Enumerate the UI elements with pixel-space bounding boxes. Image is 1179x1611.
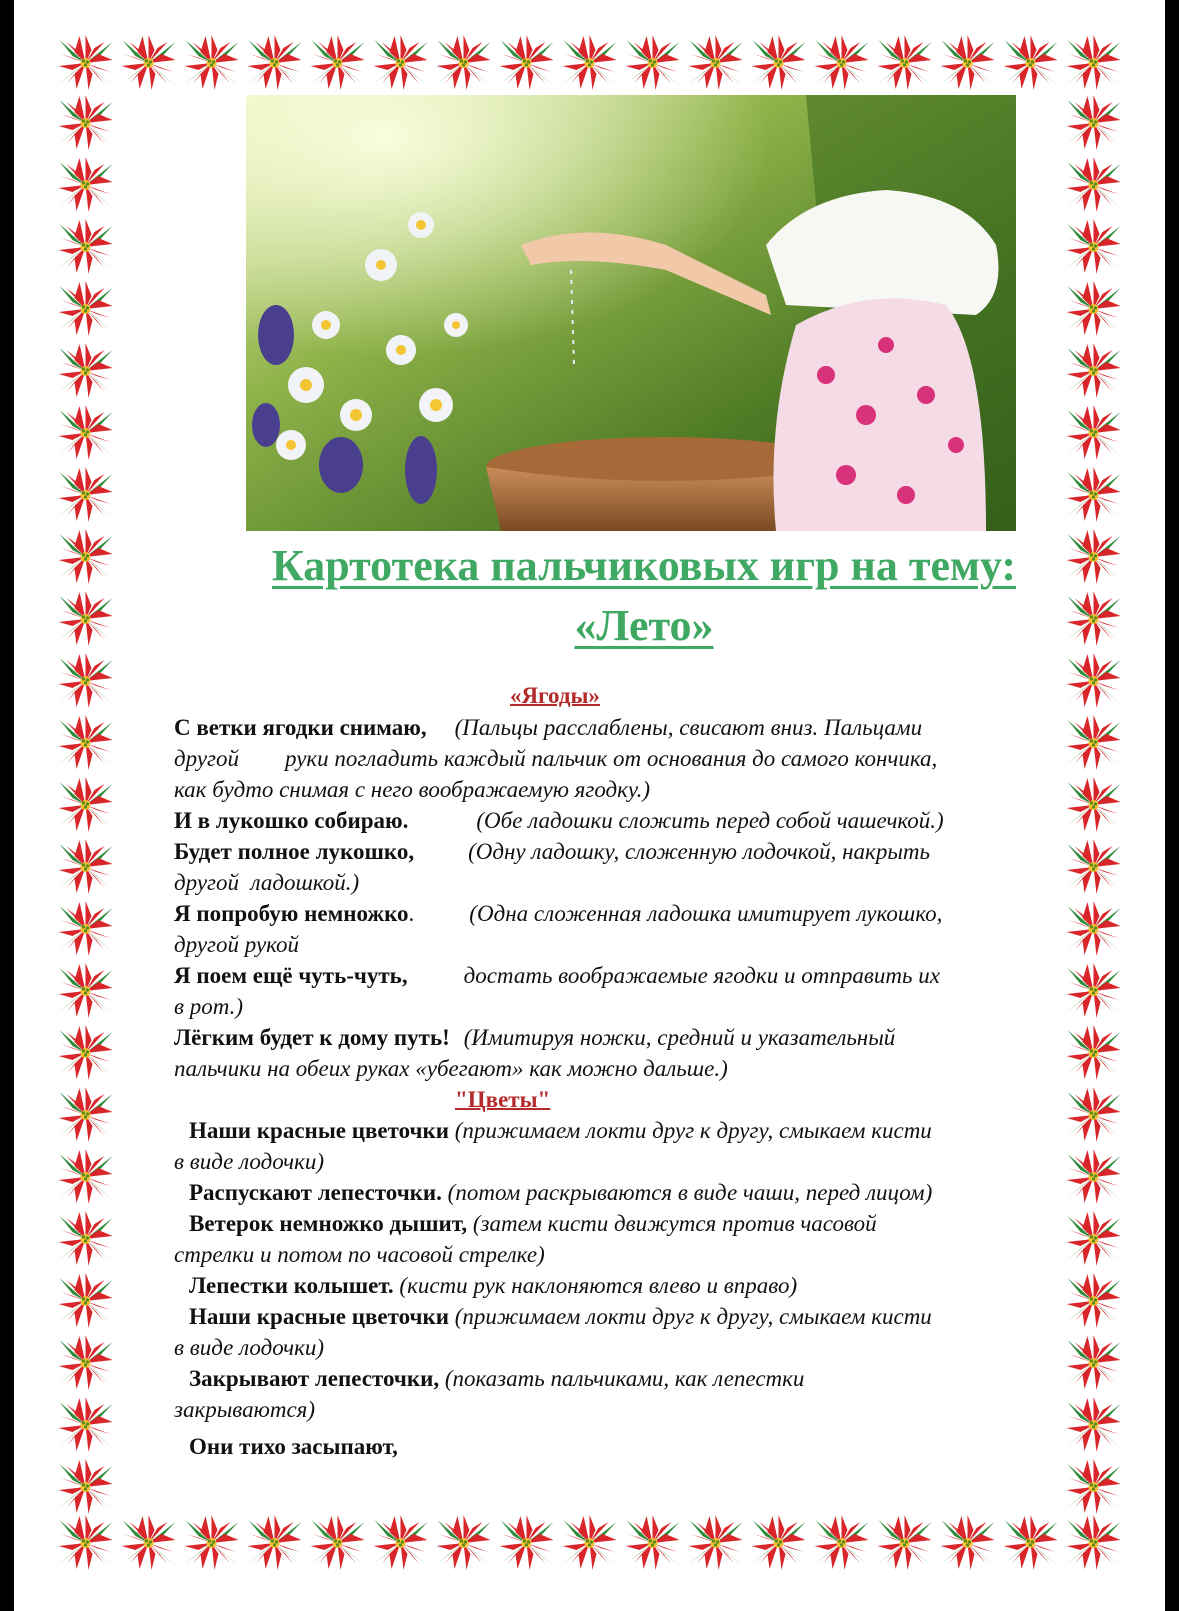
poem-line — [174, 1053, 1094, 1084]
instruction-text: (Одна сложенная ладошка имитирует лукошко, — [469, 901, 943, 926]
poinsettia-icon — [621, 1512, 684, 1574]
photo-girl-with-flowers-and-tub-icon — [246, 95, 1016, 531]
instruction-text: в рот.) — [174, 994, 244, 1019]
instruction-text: в виде лодочки) — [174, 1335, 325, 1360]
poem-content — [174, 712, 1094, 1462]
flower-border-left — [54, 92, 117, 1518]
title-line-2: «Лето» — [574, 601, 714, 650]
section-heading-flowers: "Цветы" — [455, 1087, 551, 1112]
poinsettia-icon — [999, 1512, 1062, 1574]
page-title — [184, 536, 1104, 656]
poinsettia-icon — [54, 898, 117, 960]
poinsettia-icon — [306, 32, 369, 94]
document-page — [14, 0, 1165, 1611]
poinsettia-icon — [54, 402, 117, 464]
poinsettia-icon — [1062, 402, 1125, 464]
poinsettia-icon — [1062, 650, 1125, 712]
summer-photo — [246, 95, 1016, 531]
verse-text: Наши красные цветочки — [189, 1304, 449, 1329]
poem-line — [174, 1115, 1094, 1146]
section-heading-berries: «Ягоды» — [510, 683, 600, 708]
verse-text: Лёгким будет к дому путь! — [174, 1025, 450, 1050]
poinsettia-icon — [54, 278, 117, 340]
poinsettia-icon — [1062, 1456, 1125, 1518]
poinsettia-icon — [369, 1512, 432, 1574]
poem-line — [174, 1146, 1094, 1177]
verse-text: И в лукошко собираю. — [174, 808, 409, 833]
verse-text: Закрывают лепесточки, — [189, 1366, 440, 1391]
poinsettia-icon — [1062, 340, 1125, 402]
poem-line — [174, 1301, 1094, 1332]
poinsettia-icon — [54, 32, 117, 94]
poinsettia-icon — [747, 32, 810, 94]
instruction-text: как будто снимая с него воображаемую ягодку.) — [174, 777, 651, 802]
instruction-text: (затем кисти движутся против часовой — [472, 1211, 877, 1236]
poinsettia-icon — [810, 1512, 873, 1574]
poem-line — [174, 1363, 1094, 1394]
poinsettia-icon — [684, 1512, 747, 1574]
poinsettia-icon — [1062, 154, 1125, 216]
instruction-text: другой рукой — [174, 932, 300, 957]
poinsettia-icon — [558, 32, 621, 94]
poinsettia-icon — [1062, 464, 1125, 526]
poem-line — [174, 991, 1094, 1022]
poinsettia-icon — [54, 1270, 117, 1332]
verse-text: Они тихо засыпают, — [189, 1434, 398, 1459]
left-black-strip — [0, 0, 14, 1611]
poinsettia-icon — [495, 1512, 558, 1574]
poinsettia-icon — [243, 32, 306, 94]
poinsettia-icon — [54, 1394, 117, 1456]
verse-text: С ветки ягодки снимаю, — [174, 715, 427, 740]
instruction-text: (кисти рук наклоняются влево и вправо) — [399, 1273, 798, 1298]
poinsettia-icon — [306, 1512, 369, 1574]
poem-line — [174, 960, 1094, 991]
poinsettia-icon — [621, 32, 684, 94]
poinsettia-icon — [369, 32, 432, 94]
poinsettia-icon — [54, 1084, 117, 1146]
poinsettia-icon — [54, 154, 117, 216]
poinsettia-icon — [558, 1512, 621, 1574]
poem-line — [174, 1394, 1094, 1425]
poinsettia-icon — [432, 1512, 495, 1574]
poinsettia-icon — [1062, 278, 1125, 340]
poinsettia-icon — [117, 1512, 180, 1574]
poem-line — [174, 867, 1094, 898]
poem-line — [174, 836, 1094, 867]
instruction-text: другой ладошкой.) — [174, 870, 360, 895]
poinsettia-icon — [432, 32, 495, 94]
instruction-text: другой руки погладить каждый пальчик от основания до самого кончика, — [174, 746, 938, 771]
poinsettia-icon — [1062, 216, 1125, 278]
instruction-text: достать воображаемые ягодки и отправить их — [463, 963, 940, 988]
poinsettia-icon — [54, 1512, 117, 1574]
poem-line — [174, 805, 1094, 836]
poinsettia-icon — [54, 1146, 117, 1208]
instruction-text: пальчики на обеих руках «убегают» как можно дальше.) — [174, 1056, 728, 1081]
poem-line — [174, 1022, 1094, 1053]
poinsettia-icon — [54, 588, 117, 650]
instruction-text: (Имитируя ножки, средний и указательный — [463, 1025, 896, 1050]
poinsettia-icon — [54, 92, 117, 154]
poinsettia-icon — [54, 650, 117, 712]
verse-text: Распускают лепесточки. — [189, 1180, 442, 1205]
poinsettia-icon — [54, 960, 117, 1022]
poinsettia-icon — [54, 1022, 117, 1084]
instruction-text: (прижимаем локти друг к другу, смыкаем кисти — [454, 1118, 932, 1143]
verse-text: Лепестки колышет. — [189, 1273, 394, 1298]
poinsettia-icon — [54, 1332, 117, 1394]
verse-text: Я поем ещё чуть-чуть, — [174, 963, 408, 988]
instruction-text: (потом раскрываются в виде чаши, перед лицом) — [447, 1180, 933, 1205]
title-line-1: Картотека пальчиковых игр на тему: — [271, 541, 1017, 590]
poinsettia-icon — [873, 32, 936, 94]
poinsettia-icon — [54, 340, 117, 402]
section-heading-row — [174, 1084, 1094, 1115]
flower-border-top — [54, 32, 1125, 94]
poinsettia-icon — [1062, 32, 1125, 94]
poinsettia-icon — [54, 774, 117, 836]
poinsettia-icon — [1062, 1512, 1125, 1574]
instruction-text: закрываются) — [174, 1397, 316, 1422]
instruction-text: (показать пальчиками, как лепестки — [444, 1366, 805, 1391]
poinsettia-icon — [54, 216, 117, 278]
verse-text: Будет полное лукошко, — [174, 839, 415, 864]
poem-line — [174, 774, 1094, 805]
verse-text: Ветерок немножко дышит, — [189, 1211, 468, 1236]
poinsettia-icon — [495, 32, 558, 94]
poinsettia-icon — [873, 1512, 936, 1574]
poinsettia-icon — [1062, 92, 1125, 154]
poem-line — [174, 1208, 1094, 1239]
poinsettia-icon — [810, 32, 873, 94]
poem-line — [174, 898, 1094, 929]
poinsettia-icon — [54, 464, 117, 526]
poinsettia-icon — [117, 32, 180, 94]
poem-line — [174, 1431, 1094, 1462]
poinsettia-icon — [54, 712, 117, 774]
poinsettia-icon — [180, 1512, 243, 1574]
flower-border-bottom — [54, 1512, 1125, 1574]
poinsettia-icon — [243, 1512, 306, 1574]
verse-text: Наши красные цветочки — [189, 1118, 449, 1143]
instruction-text: (Пальцы расслаблены, свисают вниз. Пальцами — [454, 715, 923, 740]
poem-line — [174, 929, 1094, 960]
instruction-text: (Обе ладошки сложить перед собой чашечкой.) — [476, 808, 944, 833]
poinsettia-icon — [999, 32, 1062, 94]
verse-text: Я попробую немножко — [174, 901, 409, 926]
poinsettia-icon — [936, 32, 999, 94]
poinsettia-icon — [936, 1512, 999, 1574]
poem-line — [174, 743, 1094, 774]
poem-line — [174, 1239, 1094, 1270]
verse-period: . — [408, 901, 415, 926]
instruction-text: стрелки и потом по часовой стрелке) — [174, 1242, 545, 1267]
poem-line — [174, 1332, 1094, 1363]
poinsettia-icon — [747, 1512, 810, 1574]
poem-line — [174, 712, 1094, 743]
poinsettia-icon — [684, 32, 747, 94]
poinsettia-icon — [180, 32, 243, 94]
poinsettia-icon — [54, 1456, 117, 1518]
instruction-text: (Одну ладошку, сложенную лодочкой, накрыть — [468, 839, 930, 864]
poem-line — [174, 1270, 1094, 1301]
instruction-text: (прижимаем локти друг к другу, смыкаем кисти — [454, 1304, 932, 1329]
poem-line — [174, 1177, 1094, 1208]
poinsettia-icon — [54, 526, 117, 588]
instruction-text: в виде лодочки) — [174, 1149, 325, 1174]
poinsettia-icon — [54, 1208, 117, 1270]
right-black-strip — [1165, 0, 1179, 1611]
poinsettia-icon — [54, 836, 117, 898]
